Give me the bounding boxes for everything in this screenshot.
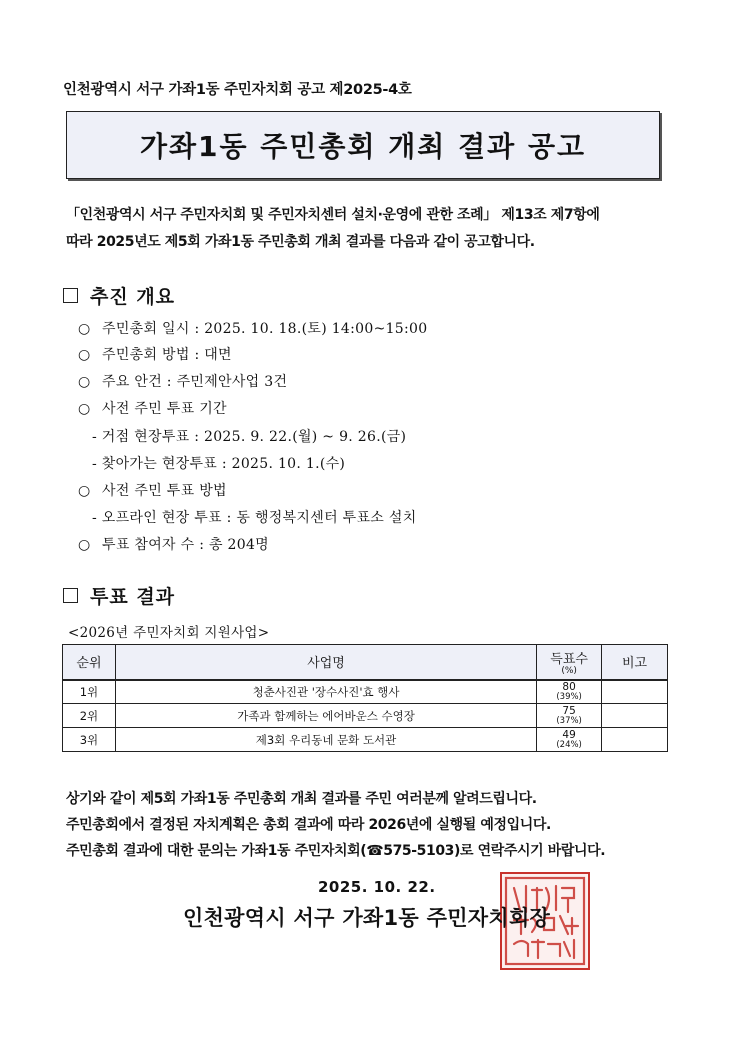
overview-sub-item: - 찾아가는 현장투표 : 2025. 10. 1.(수) [92, 456, 346, 472]
note-cell [602, 704, 668, 728]
votes-value: 49 [562, 728, 576, 741]
votes-cell [537, 728, 602, 752]
intro-line: 따라 2025년도 제5회 가좌1동 주민총회 개최 결과를 다음과 같이 공고합니다. [66, 234, 535, 250]
notice-date: 2025. 10. 22. [318, 878, 436, 896]
table-row [63, 728, 668, 752]
notice-number: 인천광역시 서구 가좌1동 주민자치회 공고 제2025-4호 [63, 82, 412, 98]
header-votes [537, 645, 602, 680]
votes-value: 80 [562, 680, 576, 693]
header-votes-unit: (%) [561, 665, 577, 676]
closing-line: 상기와 같이 제5회 가좌1동 주민총회 개최 결과를 주민 여러분께 알려드립니다. [66, 791, 537, 807]
overview-item [78, 398, 227, 418]
overview-item-text: 투표 참여자 수 : 총 204명 [102, 537, 269, 553]
document-title: 가좌1동 주민총회 개최 결과 공고 [139, 130, 587, 163]
header-rank: 순위 [63, 645, 116, 680]
overview-item-text: 주요 안건 : 주민제안사업 3건 [102, 374, 288, 390]
overview-sub-item: - 거점 현장투표 : 2025. 9. 22.(월) ~ 9. 26.(금) [92, 429, 407, 445]
overview-item-text: 주민총회 방법 : 대면 [102, 347, 232, 363]
table-header-row [63, 645, 668, 680]
section-heading-results [63, 582, 175, 609]
rank-cell: 2위 [63, 704, 116, 728]
project-cell: 가족과 함께하는 에어바운스 수영장 [115, 704, 536, 728]
header-votes-label: 득표수 [550, 651, 588, 667]
votes-percent: (24%) [556, 739, 582, 750]
note-cell [602, 680, 668, 704]
table-caption: <2026년 주민자치회 지원사업> [68, 625, 270, 641]
votes-percent: (37%) [556, 715, 582, 726]
overview-item [78, 371, 287, 391]
intro-paragraph [66, 202, 676, 256]
intro-line: 「인천광역시 서구 주민자치회 및 주민자치센터 설치·운영에 관한 조례」 제13조 제7항에 [66, 207, 600, 223]
section-title: 투표 결과 [90, 586, 176, 608]
project-cell: 제3회 우리동네 문화 도서관 [115, 728, 536, 752]
circle-bullet-icon: ○ [78, 374, 91, 390]
overview-item [78, 318, 427, 338]
overview-item [78, 344, 232, 364]
table-row [63, 704, 668, 728]
project-cell: 청춘사진관 '장수사진'효 행사 [115, 680, 536, 704]
overview-item-text: 사전 주민 투표 기간 [102, 401, 227, 417]
overview-item [78, 480, 227, 500]
circle-bullet-icon: ○ [78, 537, 91, 553]
overview-item [78, 534, 269, 554]
square-bullet-icon [63, 288, 78, 303]
closing-paragraph [66, 786, 676, 864]
section-title: 추진 개요 [90, 286, 176, 308]
header-note: 비고 [602, 645, 668, 680]
rank-cell: 1위 [63, 680, 116, 704]
votes-cell [537, 704, 602, 728]
overview-sub-item: - 오프라인 현장 투표 : 동 행정복지센터 투표소 설치 [92, 510, 417, 526]
header-project: 사업명 [115, 645, 536, 680]
rank-cell: 3위 [63, 728, 116, 752]
circle-bullet-icon: ○ [78, 321, 91, 337]
closing-line: 주민총회 결과에 대한 문의는 가좌1동 주민자치회(☎575-5103)로 연락주시기 바랍니다. [66, 843, 606, 859]
vote-results-table [62, 644, 668, 752]
closing-line: 주민총회에서 결정된 자치계획은 총회 결과에 따라 2026년에 실행될 예정입니다. [66, 817, 551, 833]
overview-item-text: 주민총회 일시 : 2025. 10. 18.(토) 14:00~15:00 [102, 321, 428, 337]
circle-bullet-icon: ○ [78, 347, 91, 363]
square-bullet-icon [63, 588, 78, 603]
circle-bullet-icon: ○ [78, 401, 91, 417]
table-row [63, 680, 668, 704]
circle-bullet-icon: ○ [78, 483, 91, 499]
votes-cell [537, 680, 602, 704]
note-cell [602, 728, 668, 752]
section-heading-overview [63, 282, 175, 309]
signer-name: 인천광역시 서구 가좌1동 주민자치회장 [183, 906, 551, 930]
document-title-box [66, 111, 660, 179]
overview-item-text: 사전 주민 투표 방법 [102, 483, 227, 499]
votes-value: 75 [562, 704, 576, 717]
votes-percent: (39%) [556, 691, 582, 702]
